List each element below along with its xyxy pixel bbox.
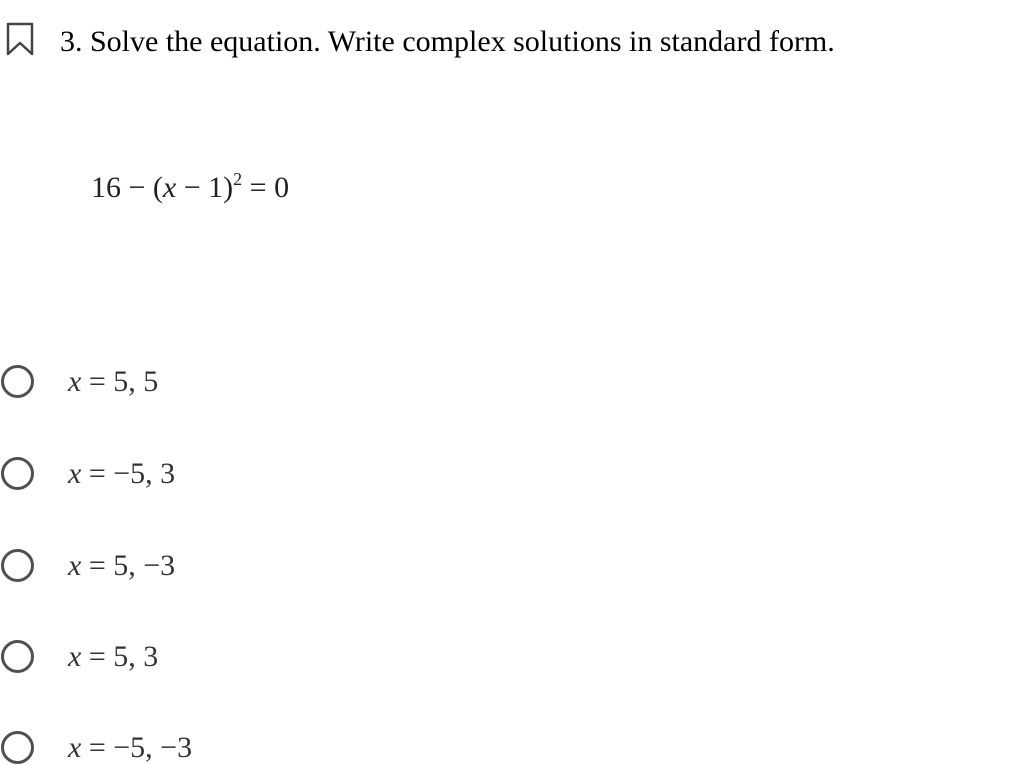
option-label: [68, 546, 175, 586]
equation-part: 16 − (: [91, 171, 163, 204]
equation-exponent: 2: [233, 169, 243, 189]
option-label: [68, 362, 158, 402]
equation-variable: x: [162, 171, 177, 204]
bookmark-icon: [6, 22, 34, 56]
option-value: = 5, 3: [81, 640, 159, 673]
answer-option-1[interactable]: [0, 354, 600, 414]
option-value: = −5, 3: [81, 457, 176, 490]
option-value: = 5, 5: [81, 365, 159, 398]
radio-button[interactable]: [1, 457, 34, 490]
option-label: [68, 637, 158, 677]
option-variable: x: [68, 365, 82, 398]
answer-option-3[interactable]: [0, 538, 600, 598]
radio-button[interactable]: [1, 549, 34, 582]
option-value: = 5, −3: [81, 549, 176, 582]
answer-option-4[interactable]: [0, 629, 600, 689]
bookmark-button[interactable]: [6, 22, 34, 56]
radio-button[interactable]: [1, 731, 34, 764]
equation-part: = 0: [242, 171, 290, 204]
option-variable: x: [68, 549, 82, 582]
option-variable: x: [68, 457, 82, 490]
radio-button[interactable]: [1, 640, 34, 673]
option-variable: x: [68, 731, 82, 764]
option-label: [68, 454, 175, 494]
option-label: [68, 728, 192, 765]
radio-button[interactable]: [1, 365, 34, 398]
question-text: 3. Solve the equation. Write complex solutions in standard form.: [60, 25, 835, 58]
option-value: = −5, −3: [81, 731, 193, 764]
answer-option-2[interactable]: [0, 446, 600, 506]
equation-part: − 1): [176, 171, 234, 204]
equation: [91, 168, 289, 208]
answer-option-5[interactable]: [0, 720, 600, 765]
option-variable: x: [68, 640, 82, 673]
